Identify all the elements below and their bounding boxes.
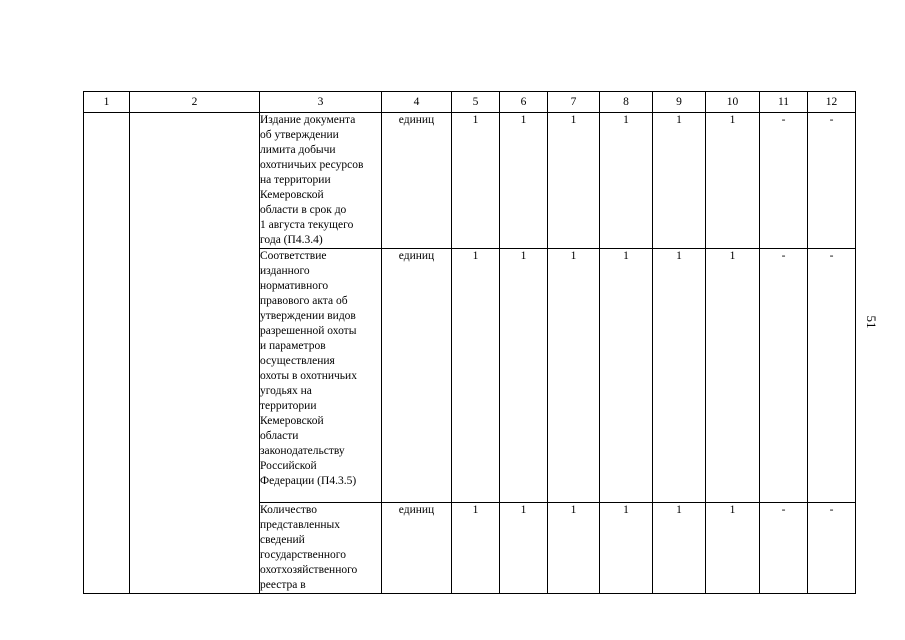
col2-cell — [130, 113, 260, 594]
value-cell: 1 — [600, 503, 653, 594]
indicator-name-cell — [260, 503, 382, 594]
header-cell-1: 1 — [84, 92, 130, 113]
value-cell: 1 — [706, 249, 760, 503]
value-cell: 1 — [548, 113, 600, 249]
unit-cell: единиц — [382, 503, 452, 594]
value-cell: 1 — [452, 113, 500, 249]
unit-cell: единиц — [382, 113, 452, 249]
header-cell-9: 9 — [653, 92, 706, 113]
header-row — [84, 92, 856, 113]
value-cell: - — [760, 249, 808, 503]
header-cell-12: 12 — [808, 92, 856, 113]
indicator-table — [83, 91, 856, 594]
value-cell: 1 — [653, 113, 706, 249]
page-number: 51 — [864, 315, 879, 329]
value-cell: 1 — [653, 249, 706, 503]
value-cell: 1 — [500, 503, 548, 594]
value-cell: - — [760, 113, 808, 249]
header-cell-5: 5 — [452, 92, 500, 113]
value-cell: 1 — [600, 249, 653, 503]
value-cell: 1 — [653, 503, 706, 594]
header-cell-6: 6 — [500, 92, 548, 113]
value-cell: 1 — [500, 249, 548, 503]
value-cell: 1 — [548, 249, 600, 503]
value-cell: 1 — [706, 113, 760, 249]
indicator-name-cell — [260, 249, 382, 503]
unit-cell: единиц — [382, 249, 452, 503]
indicator-name: Издание документа об утверждении лимита добычи охотничьих ресурсов на территории Кемеровской области в срок до 1 августа текущего года (П4.3.4) — [260, 114, 364, 246]
value-cell: 1 — [452, 249, 500, 503]
header-cell-2: 2 — [130, 92, 260, 113]
header-cell-4: 4 — [382, 92, 452, 113]
header-cell-7: 7 — [548, 92, 600, 113]
header-cell-8: 8 — [600, 92, 653, 113]
header-cell-10: 10 — [706, 92, 760, 113]
indicator-name: Количество представленных сведений государственного охотхозяйственного реестра в — [260, 504, 358, 591]
col1-cell — [84, 113, 130, 594]
value-cell: - — [760, 503, 808, 594]
value-cell: - — [808, 503, 856, 594]
value-cell: - — [808, 113, 856, 249]
header-cell-3: 3 — [260, 92, 382, 113]
value-cell: 1 — [452, 503, 500, 594]
indicator-name: Соответствие изданного нормативного правового акта об утверждении видов разрешенной охоты и параметров осуществления охоты в охотничьих угодьях на территории Кемеровской области законодательству Российской Федерации (П4.3.5) — [260, 250, 357, 487]
header-cell-11: 11 — [760, 92, 808, 113]
value-cell: 1 — [500, 113, 548, 249]
indicator-name-cell — [260, 113, 382, 249]
value-cell: - — [808, 249, 856, 503]
table-row — [84, 113, 856, 249]
value-cell: 1 — [706, 503, 760, 594]
value-cell: 1 — [548, 503, 600, 594]
value-cell: 1 — [600, 113, 653, 249]
